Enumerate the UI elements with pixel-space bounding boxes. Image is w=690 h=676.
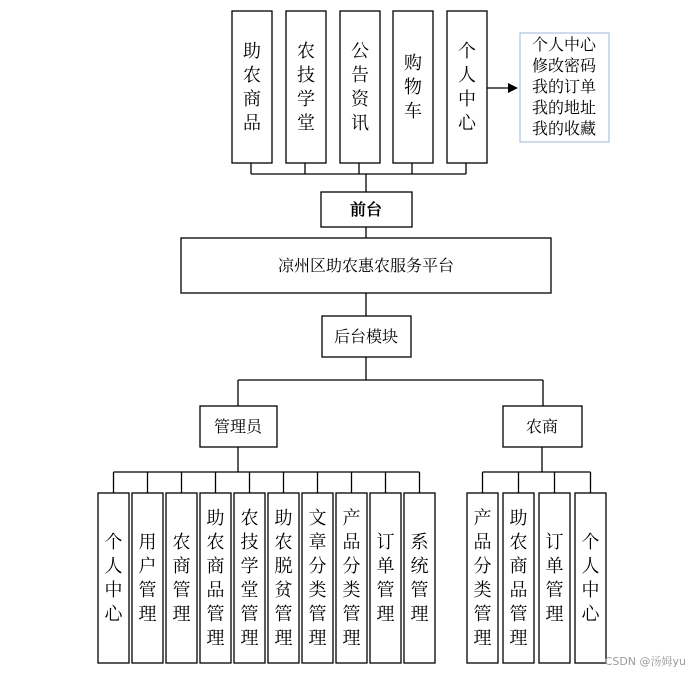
admin-module-7 bbox=[302, 493, 333, 663]
backend-box bbox=[322, 316, 411, 357]
admin-module-8 bbox=[336, 493, 367, 663]
admin-modules bbox=[98, 493, 435, 663]
farmer-module-1 bbox=[467, 493, 498, 663]
admin-module-5-label: 农技学堂管理 bbox=[240, 508, 259, 649]
admin-module-1 bbox=[98, 493, 129, 663]
admin-module-6 bbox=[268, 493, 299, 663]
front-module-2-label: 农技学堂 bbox=[297, 41, 315, 134]
admin-module-1-label: 个人中心 bbox=[104, 532, 123, 625]
farmer-module-2-label: 助农商品管理 bbox=[509, 508, 528, 649]
farmer-connectors bbox=[483, 447, 591, 493]
front-box bbox=[321, 192, 412, 227]
front-module-2 bbox=[286, 11, 326, 163]
admin-module-5 bbox=[234, 493, 265, 663]
admin-module-8-label: 产品分类管理 bbox=[342, 508, 361, 649]
admin-module-10 bbox=[404, 493, 435, 663]
admin-module-2 bbox=[132, 493, 163, 663]
front-module-4 bbox=[393, 11, 433, 163]
admin-module-10-label: 系统管理 bbox=[410, 532, 429, 625]
front-module-1 bbox=[232, 11, 272, 163]
watermark: CSDN @汤姆yu bbox=[604, 655, 686, 668]
farmer-label: 农商 bbox=[525, 417, 559, 436]
front-module-5 bbox=[447, 11, 487, 163]
front-module-1-label: 助农商品 bbox=[243, 41, 261, 134]
admin-module-4-label: 助农商品管理 bbox=[206, 508, 225, 649]
farmer-module-1-label: 产品分类管理 bbox=[473, 508, 492, 649]
farmer-module-4 bbox=[575, 493, 606, 663]
admin-module-9-label: 订单管理 bbox=[376, 532, 395, 625]
platform-title: 凉州区助农惠农服务平台 bbox=[277, 256, 455, 275]
admin-module-6-label: 助农脱贫管理 bbox=[274, 508, 293, 649]
front-label: 前台 bbox=[349, 200, 383, 219]
front-module-3-label: 公告资讯 bbox=[351, 41, 369, 134]
backend-connectors bbox=[238, 357, 543, 406]
front-connectors bbox=[251, 163, 466, 192]
admin-module-3-label: 农商管理 bbox=[172, 532, 191, 625]
admin-box bbox=[200, 406, 277, 447]
backend-label: 后台模块 bbox=[333, 327, 399, 346]
admin-module-7-label: 文章分类管理 bbox=[308, 508, 327, 649]
farmer-box bbox=[503, 406, 582, 447]
admin-label: 管理员 bbox=[213, 417, 263, 436]
farmer-module-4-label: 个人中心 bbox=[581, 532, 600, 625]
admin-module-9 bbox=[370, 493, 401, 663]
admin-module-3 bbox=[166, 493, 197, 663]
farmer-module-3-label: 订单管理 bbox=[545, 532, 564, 625]
front-module-5-label: 个人中心 bbox=[458, 41, 476, 134]
farmer-modules bbox=[467, 493, 606, 663]
admin-module-2-label: 用户管理 bbox=[138, 532, 157, 625]
front-modules bbox=[232, 11, 487, 163]
farmer-module-2 bbox=[503, 493, 534, 663]
front-module-3 bbox=[340, 11, 380, 163]
personal-center-note bbox=[520, 33, 609, 142]
front-module-4-label: 购物车 bbox=[404, 53, 422, 122]
farmer-module-3 bbox=[539, 493, 570, 663]
personal-center-items: 个人中心修改密码我的订单我的地址我的收藏 bbox=[531, 35, 597, 138]
admin-module-4 bbox=[200, 493, 231, 663]
platform-box bbox=[181, 238, 551, 293]
admin-connectors bbox=[114, 447, 420, 493]
